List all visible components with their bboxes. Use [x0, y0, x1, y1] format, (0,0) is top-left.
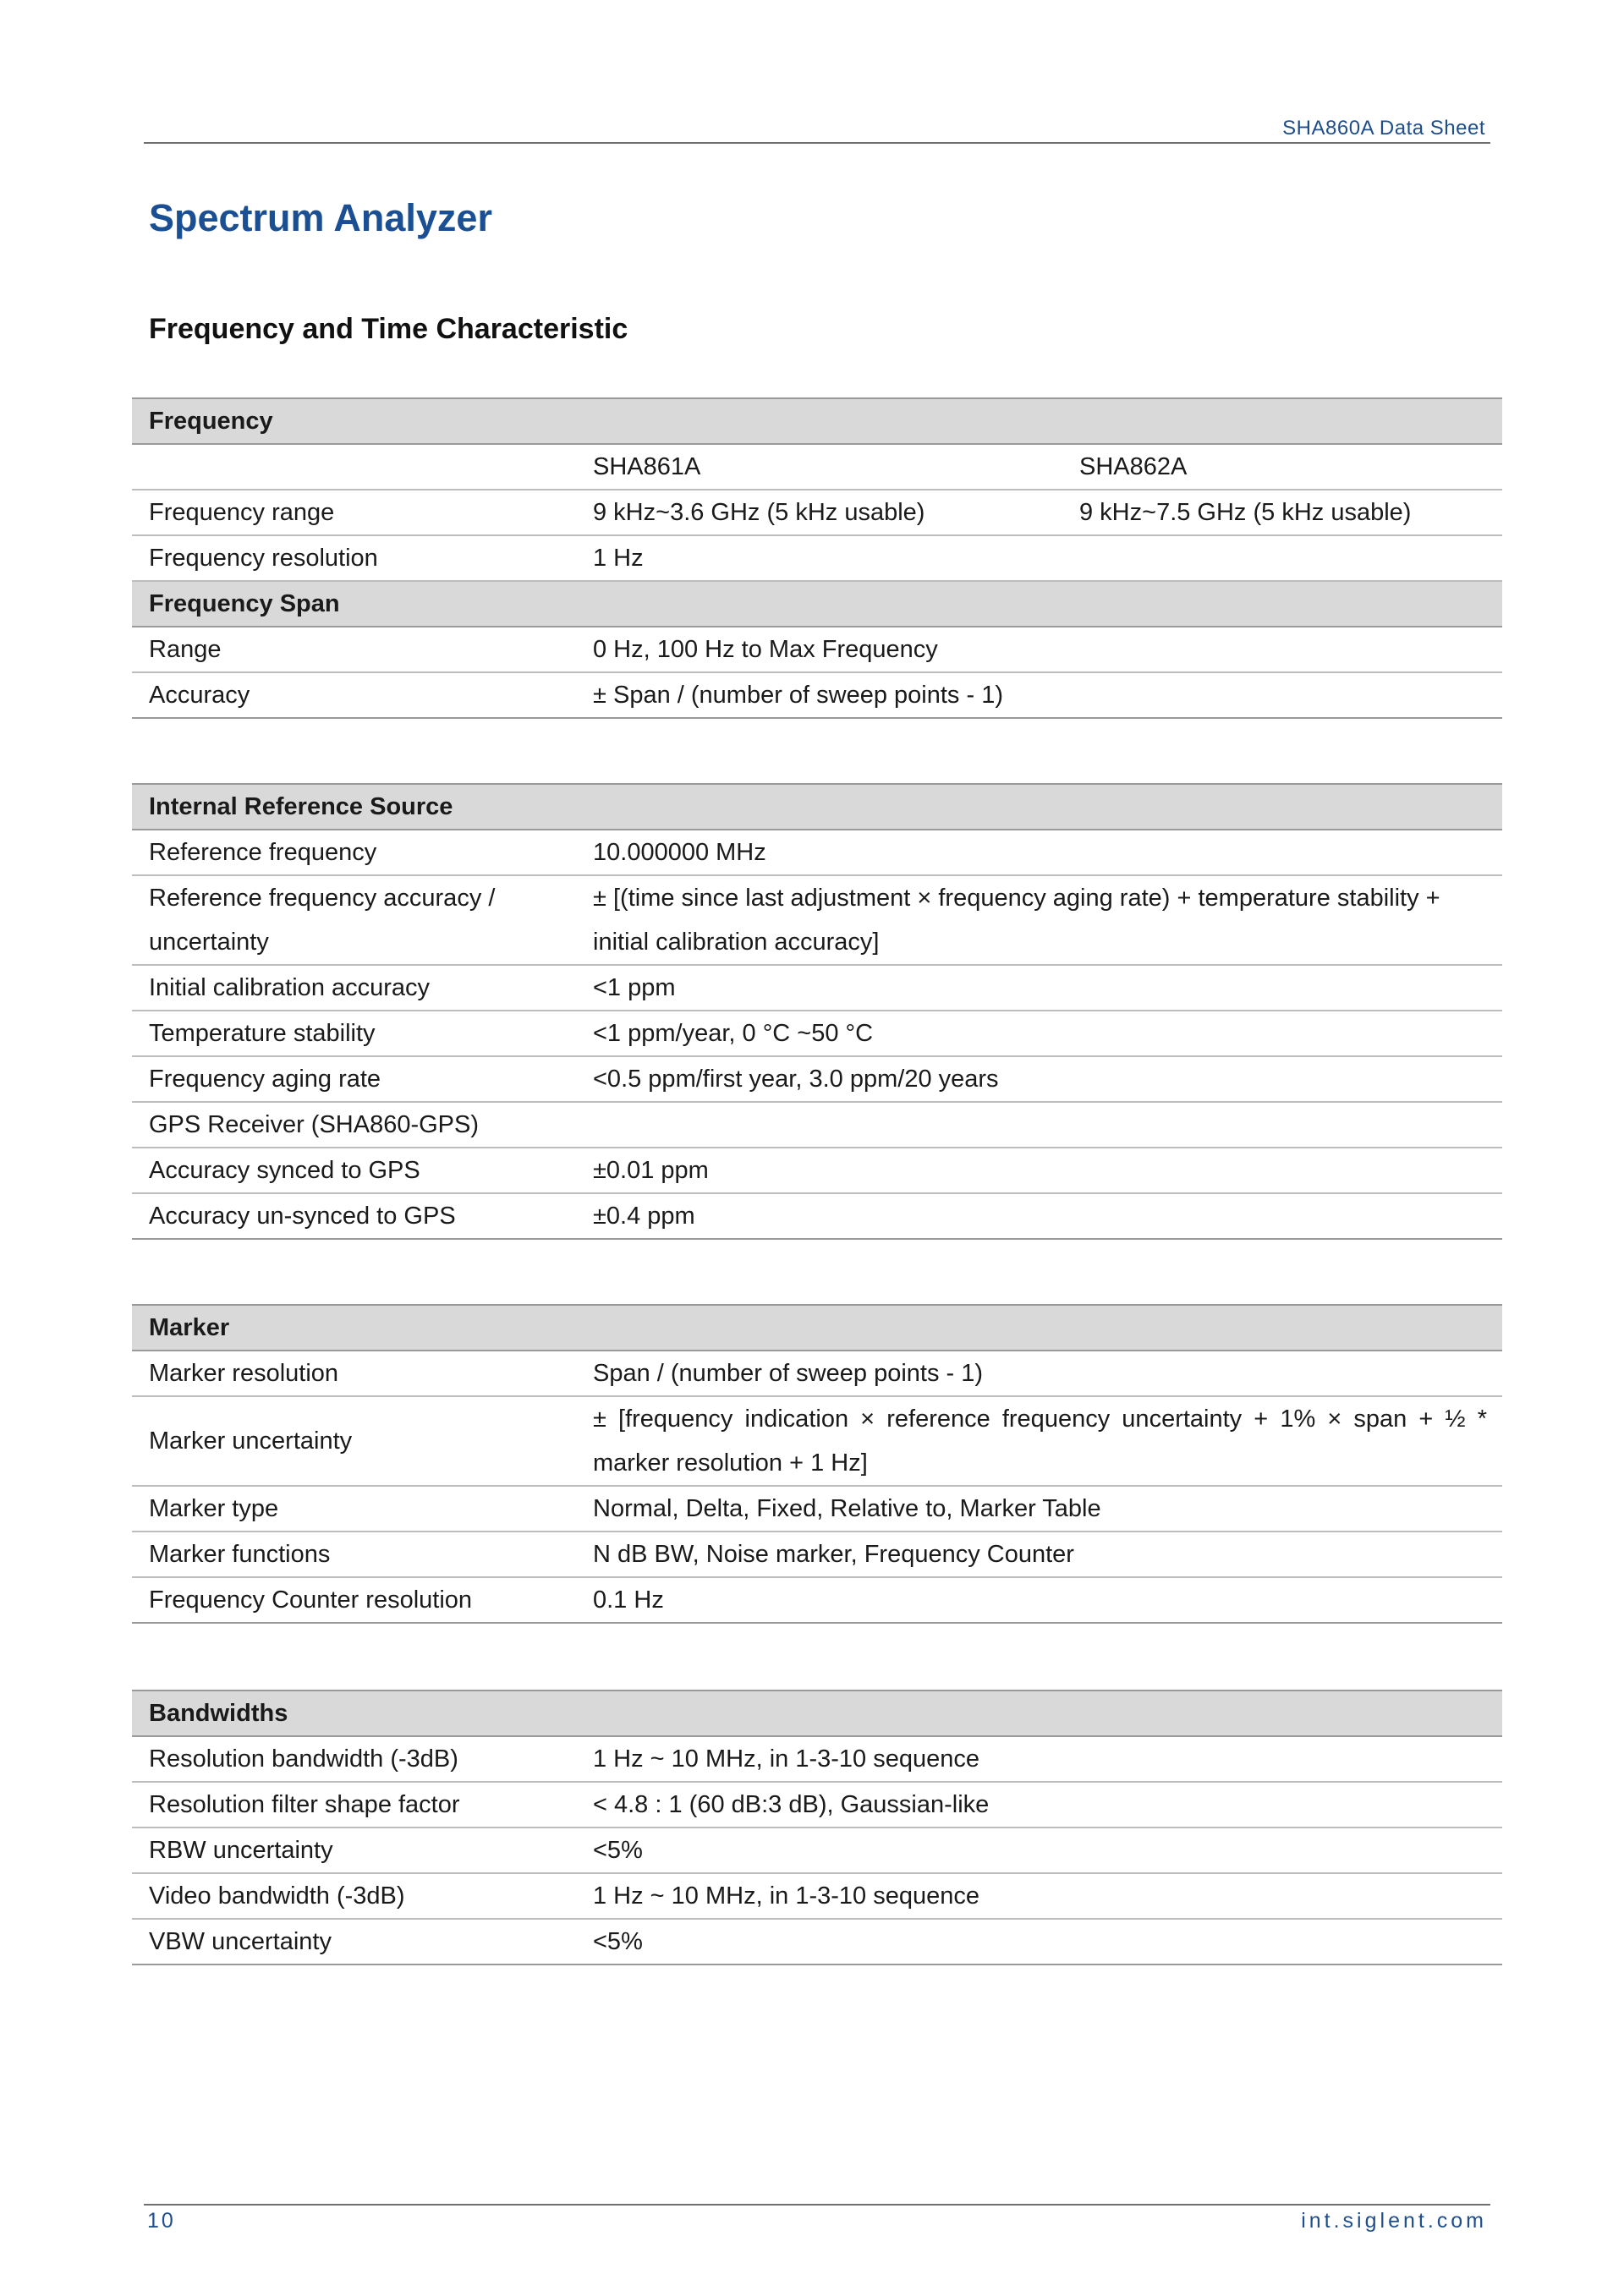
section-subtitle: Frequency and Time Characteristic: [149, 313, 628, 345]
table-row: [132, 1056, 1502, 1102]
spec-label: Frequency Counter resolution: [132, 1577, 576, 1623]
spec-value: <5%: [576, 1827, 1502, 1873]
website-url: int.siglent.com: [1301, 2209, 1487, 2233]
table-row: [132, 1486, 1502, 1532]
table-row: [132, 1011, 1502, 1056]
document-title: SHA860A Data Sheet: [1282, 117, 1485, 140]
table-subheader: Frequency Span: [132, 581, 1502, 627]
table-row: [132, 627, 1502, 672]
table-header: Frequency: [132, 398, 1502, 444]
spec-label: Frequency range: [132, 490, 576, 535]
spec-label: Initial calibration accuracy: [132, 965, 576, 1011]
table-row: [132, 1736, 1502, 1782]
table-header-row: [132, 1690, 1502, 1736]
spec-label: Resolution bandwidth (-3dB): [132, 1736, 576, 1782]
spec-label: Accuracy: [132, 672, 576, 718]
spec-label: Accuracy un-synced to GPS: [132, 1193, 576, 1239]
spec-value: 1 Hz ~ 10 MHz, in 1-3-10 sequence: [576, 1736, 1502, 1782]
table-row: [132, 1782, 1502, 1827]
spec-value: 1 Hz ~ 10 MHz, in 1-3-10 sequence: [576, 1873, 1502, 1919]
spec-label: Resolution filter shape factor: [132, 1782, 576, 1827]
table-row: [132, 490, 1502, 535]
bandwidths-table: [132, 1690, 1502, 1965]
table-row: [132, 1148, 1502, 1193]
spec-label: Frequency aging rate: [132, 1056, 576, 1102]
spec-value: 0.1 Hz: [576, 1577, 1502, 1623]
spec-label: Marker type: [132, 1486, 576, 1532]
table-row: [132, 1577, 1502, 1623]
table-row: [132, 1193, 1502, 1239]
table-row: [132, 1873, 1502, 1919]
spec-label: Reference frequency: [132, 830, 576, 875]
model-column-header: SHA862A: [1062, 444, 1502, 490]
table-row: [132, 1919, 1502, 1964]
reference-source-table: [132, 783, 1502, 1240]
spec-value: [576, 1102, 1502, 1148]
spec-label: VBW uncertainty: [132, 1919, 576, 1964]
spec-value: ± [(time since last adjustment × frequency aging rate) + temperature stability + initial calibration accuracy]: [576, 875, 1502, 965]
spec-label: Video bandwidth (-3dB): [132, 1873, 576, 1919]
table-header: Internal Reference Source: [132, 784, 1502, 830]
spec-value: 9 kHz~7.5 GHz (5 kHz usable): [1062, 490, 1502, 535]
spec-value: <1 ppm: [576, 965, 1502, 1011]
spec-value: N dB BW, Noise marker, Frequency Counter: [576, 1532, 1502, 1577]
spec-value: < 4.8 : 1 (60 dB:3 dB), Gaussian-like: [576, 1782, 1502, 1827]
spec-value: <0.5 ppm/first year, 3.0 ppm/20 years: [576, 1056, 1502, 1102]
spec-label: Range: [132, 627, 576, 672]
table-row: [132, 1532, 1502, 1577]
spec-label: Marker resolution: [132, 1351, 576, 1396]
spec-label: GPS Receiver (SHA860-GPS): [132, 1102, 576, 1148]
page-title: Spectrum Analyzer: [149, 196, 492, 239]
marker-table: [132, 1304, 1502, 1624]
model-column-header: SHA861A: [576, 444, 1062, 490]
table-row: [132, 535, 1502, 581]
table-row: [132, 830, 1502, 875]
table-row: [132, 1351, 1502, 1396]
spec-label: Marker functions: [132, 1532, 576, 1577]
table-header-row: [132, 1305, 1502, 1351]
spec-value: ±0.01 ppm: [576, 1148, 1502, 1193]
table-row: [132, 1827, 1502, 1873]
table-row: [132, 965, 1502, 1011]
page-header: [144, 113, 1490, 144]
spec-label: Reference frequency accuracy / uncertainty: [132, 875, 576, 965]
frequency-table: [132, 397, 1502, 719]
spec-label: Accuracy synced to GPS: [132, 1148, 576, 1193]
table-header: Marker: [132, 1305, 1502, 1351]
spec-label: RBW uncertainty: [132, 1827, 576, 1873]
table-subheader-row: [132, 581, 1502, 627]
spec-label: Temperature stability: [132, 1011, 576, 1056]
spec-value: Span / (number of sweep points - 1): [576, 1351, 1502, 1396]
spec-value: ± [frequency indication × reference frequency uncertainty + 1% × span + ½ * marker resolution + 1 Hz]: [576, 1396, 1502, 1486]
spec-label: Marker uncertainty: [132, 1396, 576, 1486]
table-row: [132, 672, 1502, 718]
spec-value: <5%: [576, 1919, 1502, 1964]
spec-value: Normal, Delta, Fixed, Relative to, Marker Table: [576, 1486, 1502, 1532]
table-row: [132, 444, 1502, 490]
table-row: [132, 1102, 1502, 1148]
table-row: [132, 875, 1502, 965]
table-header: Bandwidths: [132, 1690, 1502, 1736]
spec-value: ±0.4 ppm: [576, 1193, 1502, 1239]
table-header-row: [132, 398, 1502, 444]
spec-value: 1 Hz: [576, 535, 1502, 581]
page-footer: [144, 2204, 1490, 2236]
spec-value: <1 ppm/year, 0 °C ~50 °C: [576, 1011, 1502, 1056]
page-number: 10: [147, 2209, 176, 2233]
spec-label: Frequency resolution: [132, 535, 576, 581]
table-row: [132, 1396, 1502, 1486]
spec-value: ± Span / (number of sweep points - 1): [576, 672, 1502, 718]
spec-value: 10.000000 MHz: [576, 830, 1502, 875]
spec-value: 9 kHz~3.6 GHz (5 kHz usable): [576, 490, 1062, 535]
spec-value: 0 Hz, 100 Hz to Max Frequency: [576, 627, 1502, 672]
table-header-row: [132, 784, 1502, 830]
